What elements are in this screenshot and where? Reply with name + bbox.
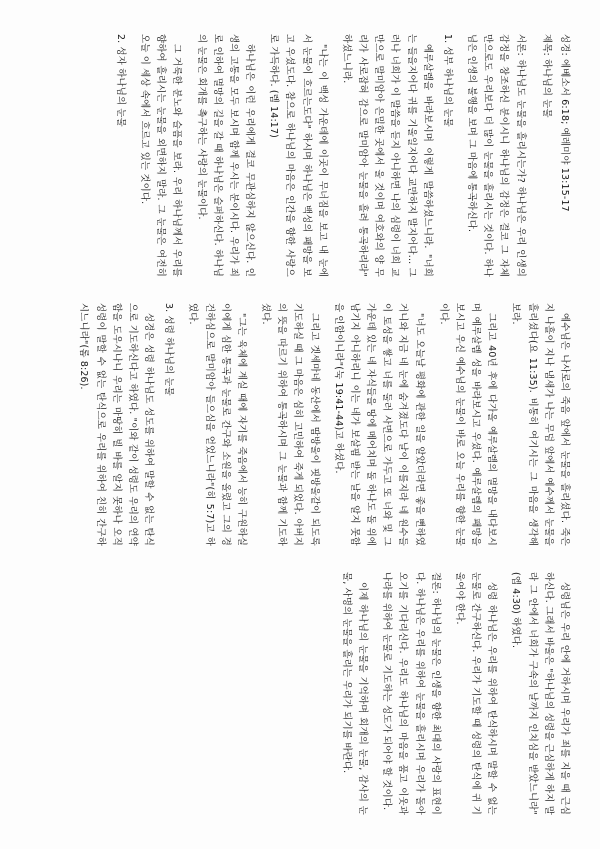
body-paragraph: 그리고 40년 후에 다가올 예루살렘의 멸망을 내다보시며 예루살렘 성을 바라보시고 우셨다. 예루살렘의 패망을 보시고 우신 예수님의 눈물이 바로 오늘 우리를 향한 눈물이다. — [437, 303, 498, 546]
body-paragraph: 예루살렘을 바라보시며 이렇게 말씀하셨느니라. "너희는 들을지어다 귀를 기울일지어다 교만하지 말지어다... 그러나 너희가 이 말씀을 듣지 아니하면 나의 심령이 너희 교만으로 말미암아 은밀한 곳에서 울 것이며 여호와의 양 무리가 사로잡혀 감으로 말미암아 눈물을 흘려 통곡하리라" 하셨느니라. — [340, 34, 433, 277]
section-3-heading: 3. 성령 하나님의 눈물 — [163, 303, 175, 396]
left-column — [24, 34, 572, 277]
conclusion-paragraph: 결론: 하나님의 눈물은 인생을 향한 최대의 사랑의 표현이다. 하나님은 우리를 위하여 눈물을 흘리시며 우리가 돌아오기를 기다리신다. 우리도 하나님의 마음을 품고 이웃과 나라를 위하여 눈물로 기도하는 성도가 되어야 할 것이다. — [381, 572, 441, 815]
intro-paragraph: 서론: 하나님도 눈물을 흘리시는가? 하나님은 우리 인생의 감정을 창조하신 분이시니 하나님의 감정은 결코 그 자체만으로도 우리보다 더 많이 눈물을 흘리시는 것이다. 하나님은 인생의 불행을 보며 그 마음에 통곡하신다. — [466, 34, 526, 277]
body-paragraph: "너도 오늘날 평화에 관한 일을 알았더라면 좋을 뻔하였거니와 지금 네 눈에 숨겨졌도다 날이 이를지라 네 원수들이 토성을 쌓고 너를 둘러 사면으로 가두고 또 너와 및 그 가운데 있는 네 자식들을 땅에 메어치며 돌 하나도 돌 위에 남기지 아니하리니 이는 네가 보살핌 받는 날을 알지 못함을 인함이니라"(눅 19:41-44)고 하셨다. — [332, 303, 425, 546]
right-column — [24, 572, 572, 815]
sermon-title: 제목: 하나님의 눈물 — [540, 34, 552, 118]
body-paragraph: 하나님은 이런 우리에게 결코 무관심하지 않으신다. 인생의 고통을 모두 보시며 함께 우시는 분이시다. 우리가 죄로 인하여 멸망의 길을 갈 때 하나님은 슬퍼하신다. 하나님의 눈물은 회개를 촉구하는 사랑의 눈물이다. — [195, 34, 256, 277]
body-paragraph: "그는 육체에 계실 때에 자기를 죽음에서 능히 구원하실 이에게 심한 통곡과 눈물로 간구와 소원을 올렸고 그의 경건하심으로 말미암아 들으심을 얻었느니라"(히 5:7)고 하였다. — [187, 303, 247, 546]
section-2-heading: 2. 성자 하나님의 눈물 — [114, 34, 126, 127]
body-paragraph: 그 거룩한 분노와 슬픔을 보라. 우리 하나님께서 우리를 향하여 흘리시는 눈물을 외면하지 말라. 그 눈물은 여전히 오늘 이 세상 속에서 흐르고 있는 것이다. — [139, 34, 183, 277]
body-paragraph: 성경은 성령 하나님도 성도를 위하여 말할 수 없는 탄식으로 기도하신다고 하였다. "이와 같이 성령도 우리의 연약함을 도우시나니 우리는 마땅히 빌 바를 알지 못하나 오직 성령이 말할 수 없는 탄식으로 우리를 위하여 친히 간구하시느니라"(롬 8:26). — [78, 303, 155, 546]
scripture-reference: 성경: 에베소서 6:18; 예레미야 13:15-17 — [559, 34, 570, 212]
section-1-heading: 1. 성부 하나님의 눈물 — [441, 34, 453, 127]
middle-column — [24, 303, 572, 546]
body-paragraph: 이제 하나님의 눈물을 기억하며 회개의 눈물, 감사의 눈물, 사명의 눈물을 흘리는 우리가 되기를 바란다. — [340, 572, 369, 815]
body-paragraph: "나는 이 백성 가운데에 이곳이 무너짐을 보고 내 눈에서 눈물이 흐르는도다" 하시며 하나님은 백성의 패망을 보고 우셨도다. 참으로 하나님의 마음은 인간을 향한 사랑으로 가득하다. (렘 14:17) — [268, 34, 328, 277]
body-paragraph: 성령 하나님은 우리를 위하여 탄식하시며 말할 수 없는 눈물로 간구하신다. 우리가 기도할 때 성령의 탄식에 귀 기울여야 한다. — [453, 572, 498, 815]
body-paragraph: 예수님은 나사로의 죽음 앞에서 눈물을 흘리셨다. 죽은 지 나흘이 지나 냄새가 나는 무덤 앞에서 예수께서 눈물을 흘리셨다(요 11:35). 비통히 여기시는 그 마음을 생각해 보라. — [510, 303, 570, 546]
body-paragraph: 성령님은 우리 안에 거하시며 우리가 죄를 지을 때 근심하신다. 그래서 바울은 "하나님의 성령을 근심하게 하지 말라 그 안에서 너희가 구속의 날까지 인치심을 받았느니라"(엡 4:30) 하였다. — [510, 572, 570, 815]
body-paragraph: 그리고 겟세마네 동산에서 땀방울이 핏방울같이 되도록 기도하실 때 그 마음은 심히 고민하여 죽게 되었다. 아버지의 뜻을 따르기 위하여 통곡하시며 그 눈물과 함께 기도하셨다. — [260, 303, 320, 546]
